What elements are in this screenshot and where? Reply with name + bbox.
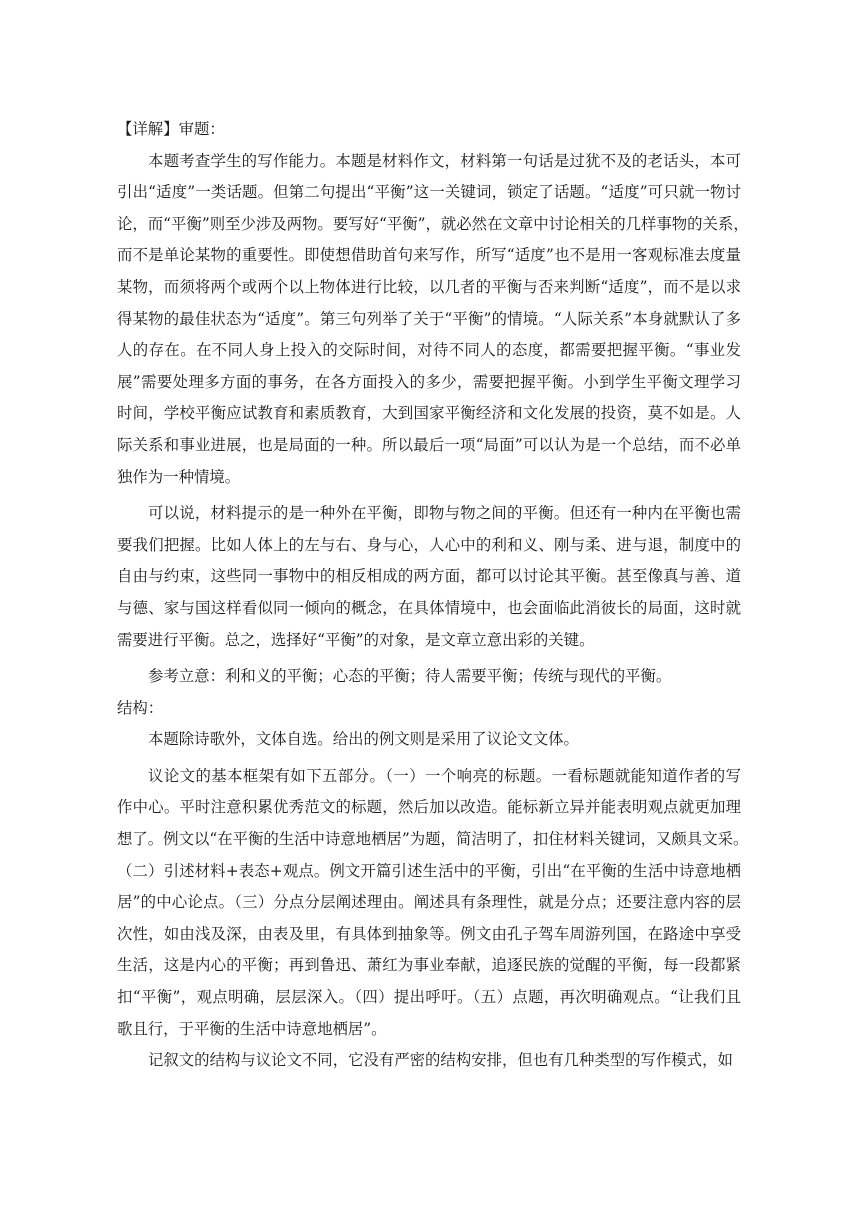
text-line: 独作为一种情境。 xyxy=(117,467,241,486)
text-line: 可以说，材料提示的是一种外在平衡，即物与物之间的平衡。但还有一种内在平衡也需 xyxy=(148,504,741,523)
text-line: 歌且行，于平衡的生活中诗意地栖居”。 xyxy=(117,1019,387,1038)
paragraph-p5 xyxy=(117,724,741,756)
paragraph-p3 xyxy=(117,661,741,693)
paragraph-heading xyxy=(117,114,741,146)
text-line: 自由与约束，这些同一事物中的相反相成的两方面，都可以讨论其平衡。甚至像真与善、道 xyxy=(117,567,741,586)
text-line: 生活，这是内心的平衡；再到鲁迅、萧红为事业奉献，追逐民族的觉醒的平衡，每一段都紧 xyxy=(117,956,741,975)
text-line: 人的存在。在不同人身上投入的交际时间，对待不同人的态度，都需要把握平衡。“事业发 xyxy=(117,341,741,360)
text-line: 时间，学校平衡应试教育和素质教育，大到国家平衡经济和文化发展的投资，莫不如是。人 xyxy=(117,404,741,423)
text-line: 引出“适度”一类话题。但第二句提出“平衡”这一关键词，锁定了话题。“适度”可只就一物讨 xyxy=(117,183,741,202)
text-line: 想了。例文以“在平衡的生活中诗意地栖居”为题，简洁明了，扣住材料关键词，又颇具文采。 xyxy=(117,830,749,849)
text-line: 【详解】审题： xyxy=(117,120,225,138)
text-line: 参考立意：利和义的平衡；心态的平衡；待人需要平衡；传统与现代的平衡。 xyxy=(148,667,672,686)
text-line: 需要进行平衡。总之，选择好“平衡”的对象，是文章立意出彩的关键。 xyxy=(117,630,595,649)
text-line: 次性，如由浅及深，由表及里，有具体到抽象等。例文由孔子驾车周游列国，在路途中享受 xyxy=(117,924,741,943)
text-line: 扣“平衡”，观点明确，层层深入。（四）提出呼吁。（五）点题，再次明确观点。“让我们且 xyxy=(117,988,741,1007)
text-line: 记叙文的结构与议论文不同，它没有严密的结构安排，但也有几种类型的写作模式，如 xyxy=(148,1051,733,1070)
text-line: 而不是单论某物的重要性。即使想借助首句来写作，所写“适度”也不是用一客观标准去度量 xyxy=(117,246,741,265)
paragraph-p7 xyxy=(117,1045,741,1077)
text-line: 结构： xyxy=(117,698,164,717)
text-line: 本题考查学生的写作能力。本题是材料作文，材料第一句话是过犹不及的老话头，本可 xyxy=(148,151,741,170)
text-line: 与德、家与国这样看似同一倾向的概念，在具体情境中，也会面临此消彼长的局面，这时就 xyxy=(117,598,741,617)
paragraph-p1 xyxy=(117,146,749,494)
text-line: 某物，而须将两个或两个以上物体进行比较，以几者的平衡与否来判断“适度”，而不是以求 xyxy=(117,277,741,296)
text-line: 作中心。平时注意积累优秀范文的标题，然后加以改造。能标新立异并能表明观点就更加理 xyxy=(117,798,741,817)
text-line: 际关系和事业进展，也是局面的一种。所以最后一项“局面”可以认为是一个总结，而不必单 xyxy=(117,435,741,454)
text-line: 展”需要处理多方面的事务，在各方面投入的多少，需要把握平衡。小到学生平衡文理学习 xyxy=(117,372,741,391)
text-line: 居”的中心论点。（三）分点分层阐述理由。阐述具有条理性，就是分点；还要注意内容的层 xyxy=(117,893,741,912)
paragraph-p6 xyxy=(117,761,749,1045)
text-line: 要我们把握。比如人体上的左与右、身与心，人心中的利和义、刚与柔、进与退，制度中的 xyxy=(117,535,741,554)
paragraph-p2 xyxy=(117,498,741,656)
paragraph-p4 xyxy=(117,693,741,725)
text-line: 议论文的基本框架有如下五部分。（一）一个响亮的标题。一看标题就能知道作者的写 xyxy=(148,766,741,785)
text-line: 本题除诗歌外，文体自选。给出的例文则是采用了议论文文体。 xyxy=(148,730,579,749)
text-line: 得某物的最佳状态为“适度”。第三句列举了关于“平衡”的情境。“人际关系”本身就默认了多 xyxy=(117,309,741,328)
text-line: （二）引述材料+表态+观点。例文开篇引述生活中的平衡，引出“在平衡的生活中诗意地栖 xyxy=(117,861,741,880)
text-line: 论，而“平衡”则至少涉及两物。要写好“平衡”，就必然在文章中讨论相关的几样事物的关系， xyxy=(117,214,749,233)
document-body xyxy=(117,114,749,1077)
